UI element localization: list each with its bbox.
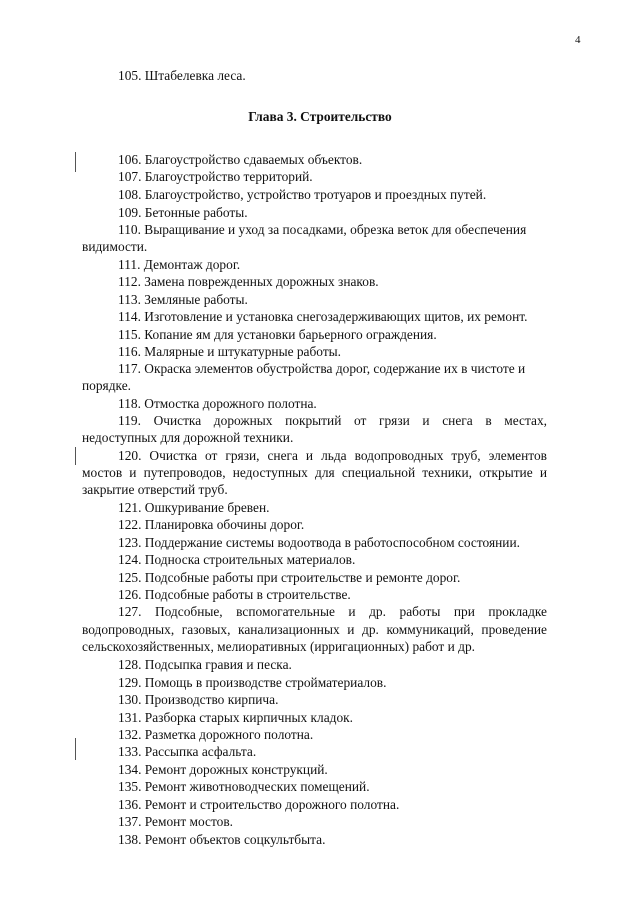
chapter-heading: Глава 3. Строительство — [248, 109, 392, 124]
list-item-105: 105. Штабелевка леса. — [118, 68, 246, 83]
list-item-120: 120. Очистка от грязи, снега и льда водопроводных труб, элементов — [118, 448, 547, 463]
list-item-129: 129. Помощь в производстве стройматериалов. — [118, 675, 387, 690]
list-item-117-cont: порядке. — [82, 378, 131, 393]
list-item-131: 131. Разборка старых кирпичных кладок. — [118, 710, 354, 725]
list-item-118: 118. Отмостка дорожного полотна. — [118, 396, 317, 411]
margin-mark — [75, 447, 76, 465]
list-item-111: 111. Демонтаж дорог. — [118, 257, 241, 272]
list-item-127-cont: водопроводных, газовых, канализационных и др. коммуникаций, проведение — [82, 622, 547, 637]
list-item-113: 113. Земляные работы. — [118, 292, 248, 307]
list-item-110: 110. Выращивание и уход за посадками, обрезка веток для обеспечения — [118, 222, 527, 237]
list-item-119-cont: недоступных для дорожной техники. — [82, 430, 294, 445]
list-item-134: 134. Ремонт дорожных конструкций. — [118, 762, 328, 777]
list-item-119: 119. Очистка дорожных покрытий от грязи и снега в местах, — [118, 413, 547, 428]
list-item-109: 109. Бетонные работы. — [118, 205, 248, 220]
list-item-127: 127. Подсобные, вспомогательные и др. работы при прокладке — [118, 604, 547, 619]
list-item-126: 126. Подсобные работы в строительстве. — [118, 587, 351, 602]
list-item-117: 117. Окраска элементов обустройства дорог, содержание их в чистоте и — [118, 361, 526, 376]
list-item-135: 135. Ремонт животноводческих помещений. — [118, 779, 370, 794]
list-item-120-cont: закрытие отверстий труб. — [82, 482, 228, 497]
list-item-115: 115. Копание ям для установки барьерного ограждения. — [118, 327, 437, 342]
list-item-112: 112. Замена поврежденных дорожных знаков. — [118, 274, 379, 289]
list-item-107: 107. Благоустройство территорий. — [118, 169, 313, 184]
list-item-114: 114. Изготовление и установка снегозадерживающих щитов, их ремонт. — [118, 309, 528, 324]
margin-mark — [75, 152, 76, 172]
list-item-125: 125. Подсобные работы при строительстве и ремонте дорог. — [118, 570, 461, 585]
list-item-138: 138. Ремонт объектов соцкультбыта. — [118, 832, 326, 847]
list-item-132: 132. Разметка дорожного полотна. — [118, 727, 314, 742]
list-item-133: 133. Рассыпка асфальта. — [118, 744, 257, 759]
list-item-110-cont: видимости. — [82, 239, 148, 254]
list-item-130: 130. Производство кирпича. — [118, 692, 279, 707]
list-item-106: 106. Благоустройство сдаваемых объектов. — [118, 152, 363, 167]
list-item-120-cont: мостов и путепроводов, недоступных для специальной техники, открытие и — [82, 465, 547, 480]
list-item-121: 121. Ошкуривание бревен. — [118, 500, 270, 515]
list-item-136: 136. Ремонт и строительство дорожного полотна. — [118, 797, 400, 812]
list-item-122: 122. Планировка обочины дорог. — [118, 517, 305, 532]
list-item-137: 137. Ремонт мостов. — [118, 814, 234, 829]
list-item-127-cont: сельскохозяйственных, мелиоративных (ирригационных) работ и др. — [82, 639, 475, 654]
list-item-124: 124. Подноска строительных материалов. — [118, 552, 356, 567]
list-item-116: 116. Малярные и штукатурные работы. — [118, 344, 342, 359]
list-item-108: 108. Благоустройство, устройство тротуаров и проездных путей. — [118, 187, 487, 202]
margin-mark — [75, 738, 76, 760]
page-number: 4 — [575, 34, 581, 46]
list-item-128: 128. Подсыпка гравия и песка. — [118, 657, 292, 672]
list-item-123: 123. Поддержание системы водоотвода в работоспособном состоянии. — [118, 535, 520, 550]
